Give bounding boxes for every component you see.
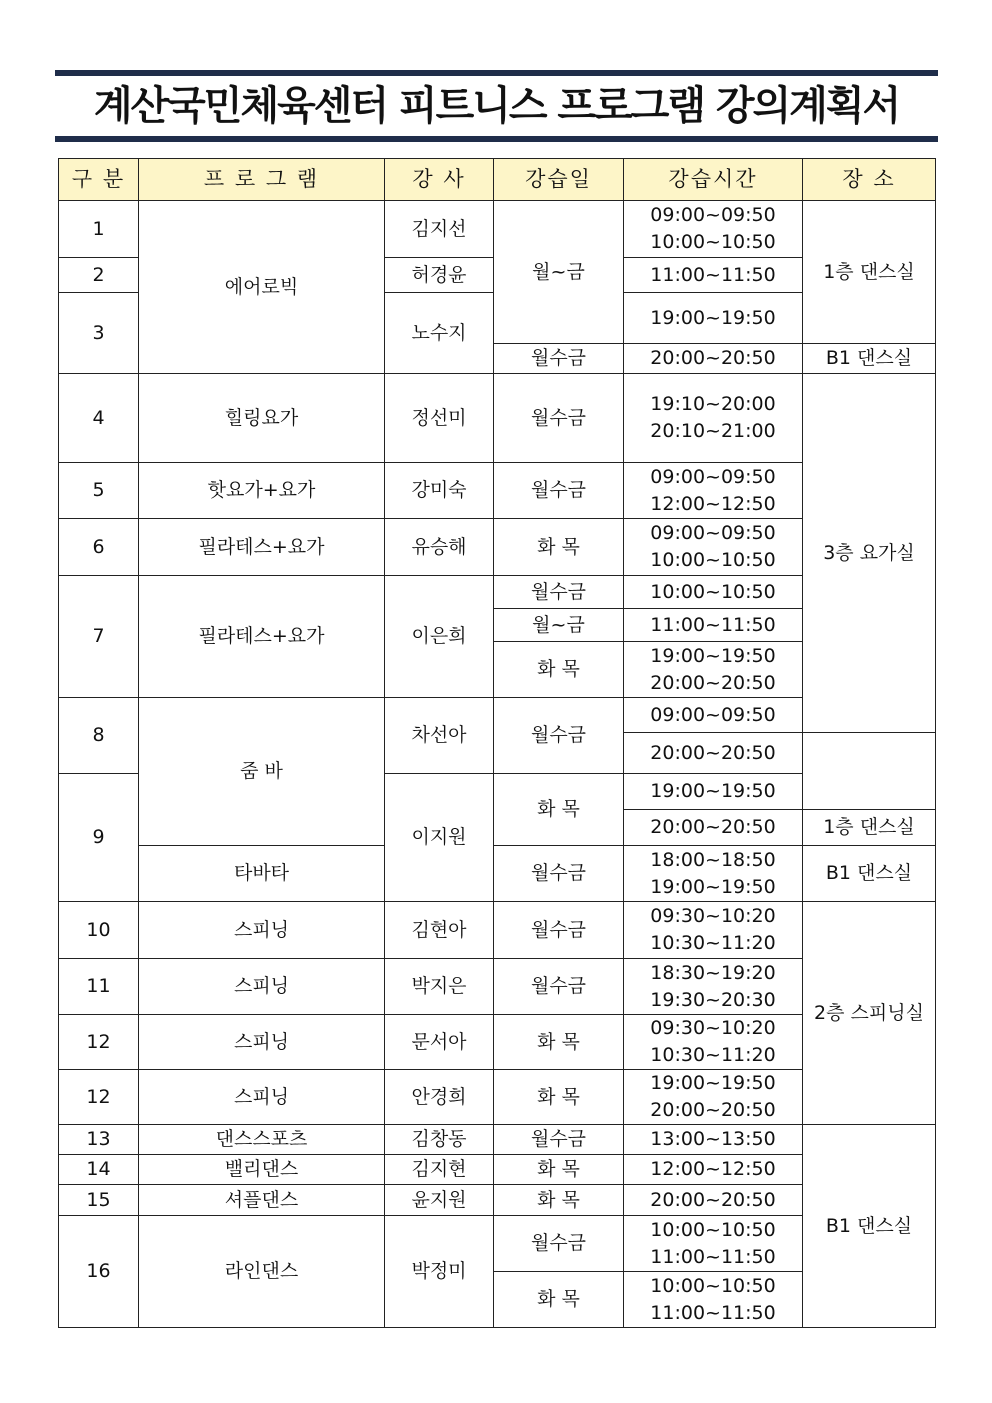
days-cell: 화 목 — [494, 1015, 624, 1070]
table-row — [59, 201, 936, 258]
instructor-cell: 윤지원 — [385, 1185, 494, 1216]
time-line: 20:10~21:00 — [650, 420, 776, 442]
days-cell: 화 목 — [494, 1272, 624, 1328]
header-no: 구 분 — [59, 159, 139, 201]
instructor-cell: 박정미 — [385, 1216, 494, 1328]
header-instructor: 강 사 — [385, 159, 494, 201]
time-cell — [624, 1272, 803, 1328]
days-cell: 월수금 — [494, 344, 624, 374]
time-line: 10:00~10:50 — [650, 231, 776, 253]
time-cell: 20:00~20:50 — [624, 344, 803, 374]
time-cell — [624, 463, 803, 519]
program-cell: 라인댄스 — [139, 1216, 385, 1328]
row-number: 13 — [59, 1125, 139, 1155]
instructor-cell: 차선아 — [385, 698, 494, 774]
time-cell — [624, 902, 803, 959]
program-cell: 스피닝 — [139, 1015, 385, 1070]
time-line: 10:30~11:20 — [650, 932, 776, 954]
time-line: 09:00~09:50 — [650, 204, 776, 226]
place-cell: B1 댄스실 — [803, 344, 936, 374]
time-cell — [624, 846, 803, 902]
title-banner — [55, 70, 938, 143]
table-row — [59, 1125, 936, 1155]
row-number: 5 — [59, 463, 139, 519]
row-number: 7 — [59, 576, 139, 698]
place-cell: 2층 스피닝실 — [803, 902, 936, 1125]
program-cell: 에어로빅 — [139, 201, 385, 374]
place-cell: 1층 댄스실 — [803, 810, 936, 846]
days-cell: 월~금 — [494, 609, 624, 642]
page-title: 계산국민체육센터 피트니스 프로그램 강의계획서 — [93, 83, 900, 129]
program-cell: 타바타 — [139, 846, 385, 902]
time-cell: 20:00~20:50 — [624, 1185, 803, 1216]
time-cell — [624, 519, 803, 576]
instructor-cell: 유승해 — [385, 519, 494, 576]
program-cell: 줌 바 — [139, 698, 385, 846]
header-program: 프 로 그 램 — [139, 159, 385, 201]
row-number: 9 — [59, 774, 139, 902]
program-cell: 스피닝 — [139, 959, 385, 1015]
place-cell: 1층 댄스실 — [803, 201, 936, 344]
days-cell: 화 목 — [494, 642, 624, 698]
time-line: 20:00~20:50 — [650, 1099, 776, 1121]
header-days: 강습일 — [494, 159, 624, 201]
time-line: 19:00~19:50 — [650, 644, 776, 667]
days-cell: 월수금 — [494, 1125, 624, 1155]
program-cell: 스피닝 — [139, 1070, 385, 1125]
table-row — [59, 374, 936, 463]
days-cell: 화 목 — [494, 774, 624, 846]
time-cell — [624, 374, 803, 463]
days-cell: 월수금 — [494, 463, 624, 519]
row-number: 8 — [59, 698, 139, 774]
days-cell: 화 목 — [494, 1155, 624, 1185]
time-line: 11:00~11:50 — [650, 1301, 776, 1324]
place-cell: B1 댄스실 — [803, 1125, 936, 1328]
time-cell: 10:00~10:50 — [624, 576, 803, 609]
time-cell: 09:00~09:50 — [624, 698, 803, 733]
time-cell — [624, 1216, 803, 1272]
time-line: 09:00~09:50 — [650, 522, 776, 544]
time-line: 09:30~10:20 — [650, 905, 776, 927]
row-number: 11 — [59, 959, 139, 1015]
time-cell — [624, 1015, 803, 1070]
time-line: 10:00~10:50 — [650, 1218, 776, 1241]
days-cell: 화 목 — [494, 1185, 624, 1216]
time-cell: 11:00~11:50 — [624, 258, 803, 293]
instructor-cell: 노수지 — [385, 293, 494, 374]
time-line: 18:00~18:50 — [650, 848, 776, 871]
time-line: 09:30~10:20 — [650, 1017, 776, 1039]
time-cell — [624, 642, 803, 698]
time-line: 09:00~09:50 — [650, 465, 776, 488]
time-cell — [624, 1070, 803, 1125]
time-line: 10:00~10:50 — [650, 549, 776, 571]
program-cell: 밸리댄스 — [139, 1155, 385, 1185]
time-line: 19:10~20:00 — [650, 393, 776, 415]
time-cell: 19:00~19:50 — [624, 774, 803, 810]
row-number: 15 — [59, 1185, 139, 1216]
header-place: 장 소 — [803, 159, 936, 201]
instructor-cell: 안경희 — [385, 1070, 494, 1125]
row-number: 14 — [59, 1155, 139, 1185]
time-cell: 20:00~20:50 — [624, 810, 803, 846]
days-cell: 월수금 — [494, 698, 624, 774]
program-cell: 필라테스+요가 — [139, 519, 385, 576]
place-cell: 3층 요가실 — [803, 374, 936, 733]
instructor-cell: 이은희 — [385, 576, 494, 698]
program-cell: 핫요가+요가 — [139, 463, 385, 519]
instructor-cell: 박지은 — [385, 959, 494, 1015]
instructor-cell: 정선미 — [385, 374, 494, 463]
program-cell: 스피닝 — [139, 902, 385, 959]
time-line: 10:00~10:50 — [650, 1274, 776, 1297]
days-cell: 월수금 — [494, 846, 624, 902]
row-number: 3 — [59, 293, 139, 374]
time-line: 10:30~11:20 — [650, 1044, 776, 1066]
program-cell: 힐링요가 — [139, 374, 385, 463]
header-time: 강습시간 — [624, 159, 803, 201]
row-number: 1 — [59, 201, 139, 258]
row-number: 10 — [59, 902, 139, 959]
time-cell: 12:00~12:50 — [624, 1155, 803, 1185]
time-line: 18:30~19:20 — [650, 961, 776, 984]
program-cell: 셔플댄스 — [139, 1185, 385, 1216]
days-cell: 월수금 — [494, 959, 624, 1015]
row-number: 2 — [59, 258, 139, 293]
days-cell: 화 목 — [494, 519, 624, 576]
instructor-cell: 김현아 — [385, 902, 494, 959]
instructor-cell: 문서아 — [385, 1015, 494, 1070]
program-cell: 필라테스+요가 — [139, 576, 385, 698]
row-number: 4 — [59, 374, 139, 463]
time-line: 19:30~20:30 — [650, 988, 776, 1011]
time-line: 19:00~19:50 — [650, 875, 776, 898]
row-number: 6 — [59, 519, 139, 576]
days-cell: 월수금 — [494, 902, 624, 959]
days-cell: 월수금 — [494, 1216, 624, 1272]
days-cell: 월~금 — [494, 201, 624, 344]
instructor-cell: 김지선 — [385, 201, 494, 258]
table-row — [59, 846, 936, 902]
instructor-cell: 허경윤 — [385, 258, 494, 293]
row-number: 12 — [59, 1070, 139, 1125]
time-line: 20:00~20:50 — [650, 671, 776, 694]
table-row — [59, 902, 936, 959]
header-row — [59, 159, 936, 201]
instructor-cell: 김지현 — [385, 1155, 494, 1185]
time-cell: 11:00~11:50 — [624, 609, 803, 642]
row-number: 16 — [59, 1216, 139, 1328]
time-cell: 13:00~13:50 — [624, 1125, 803, 1155]
days-cell: 월수금 — [494, 576, 624, 609]
title-bottom-rule — [55, 136, 938, 142]
time-line: 11:00~11:50 — [650, 1245, 776, 1268]
row-number: 12 — [59, 1015, 139, 1070]
time-line: 19:00~19:50 — [650, 1072, 776, 1094]
days-cell: 화 목 — [494, 1070, 624, 1125]
time-line: 12:00~12:50 — [650, 492, 776, 515]
time-cell: 19:00~19:50 — [624, 293, 803, 344]
title-top-rule — [55, 70, 938, 76]
place-cell: B1 댄스실 — [803, 846, 936, 902]
time-cell — [624, 959, 803, 1015]
program-cell: 댄스스포츠 — [139, 1125, 385, 1155]
instructor-cell: 이지원 — [385, 774, 494, 902]
time-cell: 20:00~20:50 — [624, 733, 803, 774]
instructor-cell: 김창동 — [385, 1125, 494, 1155]
instructor-cell: 강미숙 — [385, 463, 494, 519]
schedule-table — [58, 158, 936, 1328]
days-cell: 월수금 — [494, 374, 624, 463]
time-cell — [624, 201, 803, 258]
